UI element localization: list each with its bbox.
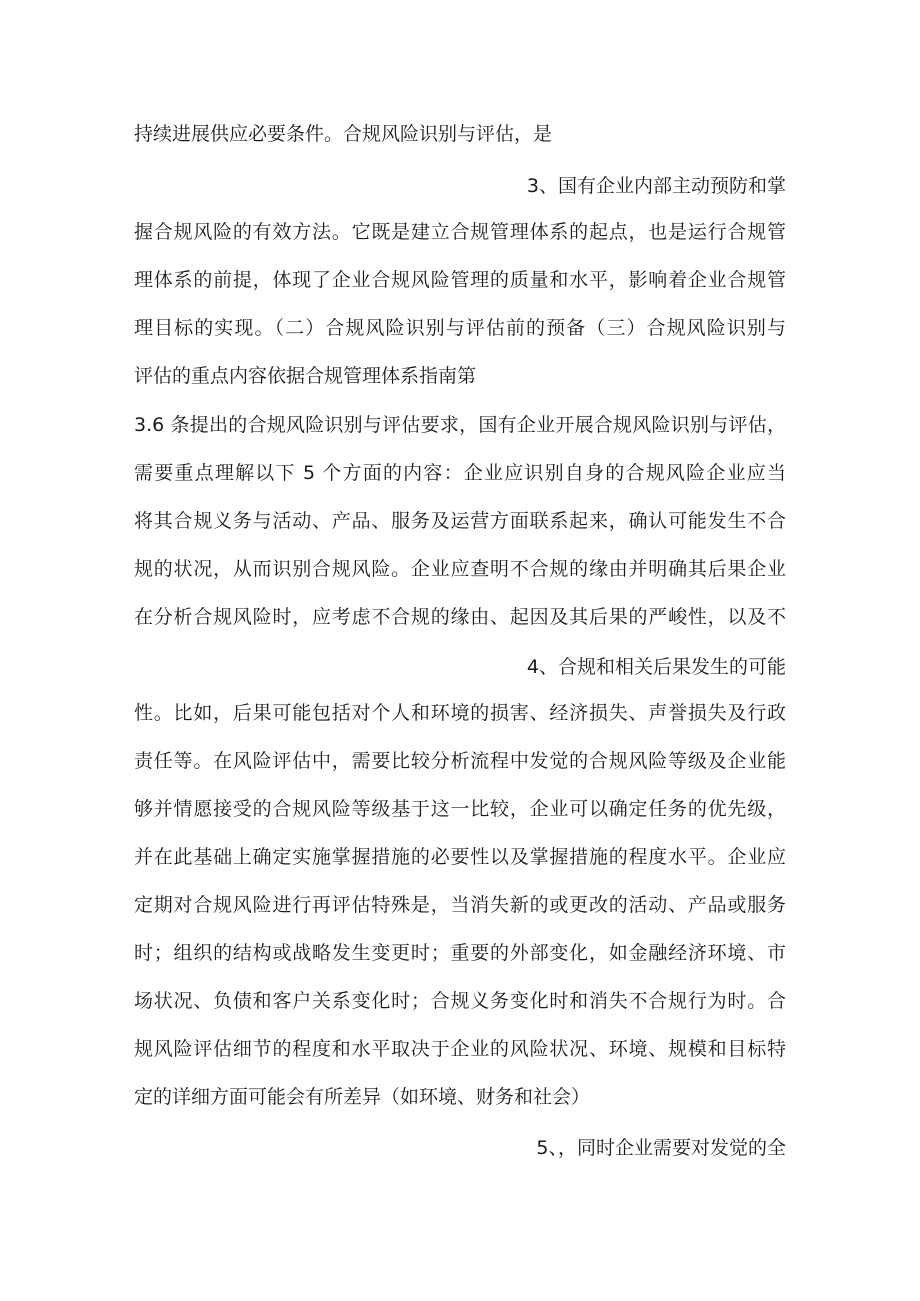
paragraph-line: 规风险评估细节的程度和水平取决于企业的风险状况、环境、规模和目标特 — [134, 1038, 786, 1060]
paragraph-line: 性。比如，后果可能包括对个人和环境的损害、经济损失、声誉损失及行政 — [134, 702, 786, 724]
paragraph-line: 在分析合规风险时，应考虑不合规的缘由、起因及其后果的严峻性，以及不 — [134, 606, 786, 628]
section-heading-3: 3、国有企业内部主动预防和掌 — [526, 175, 786, 197]
paragraph-line: 评估的重点内容依据合规管理体系指南第 — [134, 365, 477, 387]
paragraph-line: 场状况、负债和客户关系变化时；合规义务变化时和消失不合规行为时。合 — [134, 990, 786, 1012]
paragraph-line: 时；组织的结构或战略发生变更时；重要的外部变化，如金融经济环境、市 — [134, 942, 786, 964]
paragraph-line: 规的状况，从而识别合规风险。企业应查明不合规的缘由并明确其后果企业 — [134, 558, 786, 580]
paragraph-line: 将其合规义务与活动、产品、服务及运营方面联系起来，确认可能发生不合 — [134, 510, 786, 532]
paragraph-line: 理目标的实现。（二）合规风险识别与评估前的预备（三）合规风险识别与 — [134, 317, 786, 339]
paragraph-line: 责任等。在风险评估中，需要比较分析流程中发觉的合规风险等级及企业能 — [134, 750, 786, 772]
paragraph-line: 握合规风险的有效方法。它既是建立合规管理体系的起点，也是运行合规管 — [134, 221, 786, 243]
paragraph-line: 定的详细方面可能会有所差异（如环境、财务和社会） — [134, 1086, 591, 1108]
paragraph-line: 定期对合规风险进行再评估特殊是，当消失新的或更改的活动、产品或服务 — [134, 894, 786, 916]
paragraph-line: 理体系的前提，体现了企业合规风险管理的质量和水平，影响着企业合规管 — [134, 269, 786, 291]
section-heading-4: 4、合规和相关后果发生的可能 — [526, 656, 786, 678]
paragraph-line: 3.6 条提出的合规风险识别与评估要求，国有企业开展合规风险识别与评估， — [134, 414, 786, 436]
paragraph-line: 需要重点理解以下 5 个方面的内容：企业应识别自身的合规风险企业应当 — [134, 462, 786, 484]
paragraph-line: 持续进展供应必要条件。合规风险识别与评估，是 — [134, 123, 553, 145]
paragraph-line: 够并情愿接受的合规风险等级基于这一比较，企业可以确定任务的优先级， — [134, 798, 786, 820]
paragraph-line: 并在此基础上确定实施掌握措施的必要性以及掌握措施的程度水平。企业应 — [134, 846, 786, 868]
section-heading-5: 5、，同时企业需要对发觉的全 — [536, 1137, 786, 1159]
